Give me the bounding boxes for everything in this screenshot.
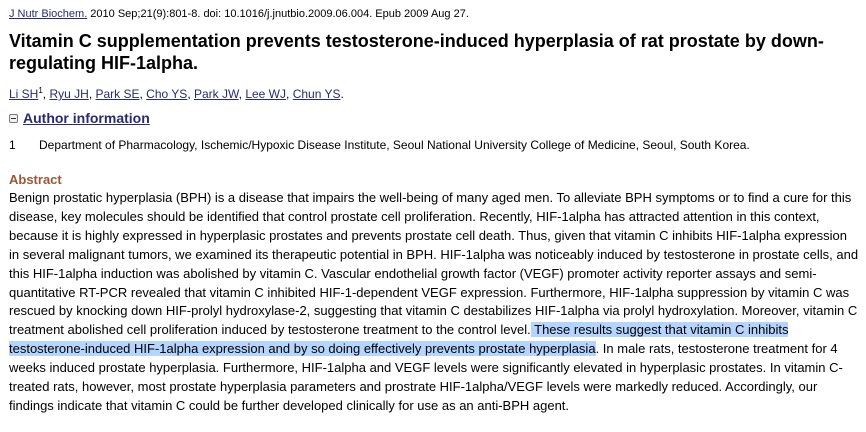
- author-link[interactable]: Park SE: [95, 87, 140, 101]
- author-info-label[interactable]: Author information: [23, 110, 150, 126]
- affiliation-text: Department of Pharmacology, Ischemic/Hypoxic Disease Institute, Seoul National University College of Medicine, Seoul, South Korea.: [39, 138, 750, 152]
- author-list: Li $SH^1$, Ryu JH, Park SE, Cho YS, Park JW, Lee WJ, Chun YS.: [9, 86, 344, 101]
- author-link[interactable]: Cho YS: [146, 87, 188, 101]
- abstract-heading: Abstract: [9, 172, 62, 187]
- journal-link[interactable]: J Nutr Biochem.: [9, 8, 88, 20]
- affiliation-ref: 1: [38, 86, 43, 95]
- article-title: Vitamin C supplementation prevents testosterone-induced hyperplasia of rat prostate by down-regulating HIF-1alpha.: [9, 31, 824, 73]
- affiliation: [9, 137, 859, 153]
- affiliation-number: 1: [9, 138, 16, 152]
- article-page: [9, 7, 859, 416]
- abstract-text: [9, 189, 859, 416]
- selected-text-highlight: These results suggest that vitamin C inhibits testosterone-induced HIF-1alpha expression and by so doing effectively prevents prostate hyperplasia: [9, 322, 789, 357]
- author-link[interactable]: Park JW: [193, 87, 239, 101]
- author-link[interactable]: Li SH: [9, 87, 39, 101]
- abstract-body-end: . In male rats, testosterone treatment for 4 weeks induced prostate hyperplasia. Furthermore, HIF-1alpha and VEGF levels were significantly elevated in hyperplasic prostates. In vitamin C-treated rats, however, most prostate hyperplasia parameters and prostrate HIF-1alpha/VEGF levels were markedly reduced. Accordingly, our findings indicate that vitamin C could be further developed clinically for use as an anti-BPH agent.: [9, 341, 843, 413]
- author-link[interactable]: Lee WJ: [245, 87, 287, 101]
- abstract-body: Benign prostatic hyperplasia (BPH) is a disease that impairs the well-being of many aged men. To alleviate BPH symptoms or to find a cure for this disease, key molecules should be identified that control prostate cell proliferation. Recently, HIF-1alpha has attracted attention in this context, because it is highly expressed in hyperplasic prostates and prevents prostate cell death. Thus, given that vitamin C inhibits HIF-1alpha expression in several malignant tumors, we examined its therapeutic potential in BPH. HIF-1alpha was noticeably induced by testosterone in prostate cells, and this HIF-1alpha induction was abolished by vitamin C. Vascular endothelial growth factor (VEGF) promoter activity reporter assays and semi-quantitative RT-PCR revealed that vitamin C inhibited HIF-1-dependent VEGF expression. Furthermore, HIF-1alpha suppression by vitamin C was rescued by knocking down HIF-prolyl hydroxylase-2, suggesting that vitamin C destabilizes HIF-1alpha via prolyl hydroxylation. Moreover, vitamin C treatment abolished cell proliferation induced by testosterone treatment to the control level.: [9, 190, 859, 338]
- author-link[interactable]: Ryu JH: [49, 87, 89, 101]
- citation-details: 2010 Sep;21(9):801-8. doi: 10.1016/j.jnutbio.2009.06.004. Epub 2009 Aug 27.: [87, 8, 469, 20]
- author-link[interactable]: Chun YS: [292, 87, 341, 101]
- author-info-toggle[interactable]: [9, 110, 859, 127]
- citation: [9, 7, 859, 21]
- collapse-icon[interactable]: [9, 114, 18, 123]
